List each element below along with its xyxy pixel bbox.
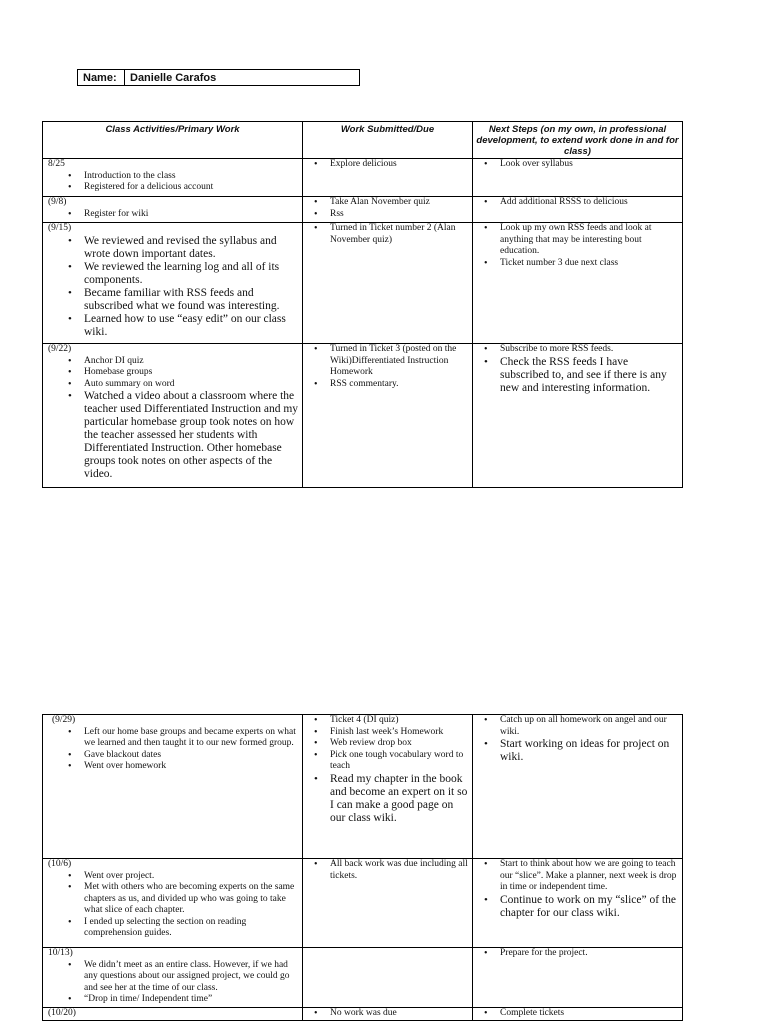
activities-cell <box>43 223 303 344</box>
table-row <box>43 159 683 197</box>
learning-log-table-page-2 <box>42 714 683 1021</box>
list-item: • Catch up on all homework on angel and our wiki. <box>500 715 679 738</box>
list-item: • Watched a video about a classroom where the teacher used Differentiated Instruction and my particular homebase group took notes on how the teacher assessed her students with Differentiated Instruction. Other homebase groups took notes on other aspects of the video. <box>84 390 299 481</box>
list-item: • Add additional RSSS to delicious <box>500 197 679 209</box>
learning-log-table <box>42 121 683 488</box>
next-steps-cell <box>473 159 683 197</box>
list-item: • Rss <box>330 209 469 221</box>
list-item: • We reviewed the learning log and all of its components. <box>84 261 299 287</box>
row-date: (9/22) <box>48 344 72 354</box>
list-item: • Introduction to the class <box>84 171 299 183</box>
table-row <box>43 715 683 859</box>
list-item: • Read my chapter in the book and become an expert on it so I can make a good page on our class wiki. <box>330 773 469 825</box>
list-item: • Ticket number 3 due next class <box>500 258 679 270</box>
activities-cell <box>43 948 303 1008</box>
list-item: • Registered for a delicious account <box>84 182 299 194</box>
list-item: • Look over syllabus <box>500 159 679 171</box>
list-item: • Left our home base groups and became experts on what we learned and then taught it to our new formed group. <box>84 727 299 750</box>
submitted-cell <box>303 159 473 197</box>
list-item: • Web review drop box <box>330 738 469 750</box>
submitted-cell <box>303 344 473 488</box>
row-date: (10/6) <box>48 859 72 869</box>
list-item: • RSS commentary. <box>330 379 469 391</box>
list-item: • Continue to work on my “slice” of the chapter for our class wiki. <box>500 894 679 920</box>
list-item: • Start working on ideas for project on wiki. <box>500 738 679 764</box>
list-item: • All back work was due including all tickets. <box>330 859 469 882</box>
activities-cell <box>43 859 303 948</box>
next-steps-cell <box>473 197 683 223</box>
row-date: 10/13) <box>48 948 73 958</box>
list-item: • Gave blackout dates <box>84 750 299 762</box>
name-box <box>77 69 360 86</box>
list-item: • Subscribe to more RSS feeds. <box>500 344 679 356</box>
list-item: • Homebase groups <box>84 367 299 379</box>
next-steps-cell <box>473 948 683 1008</box>
list-item: • Went over homework <box>84 761 299 773</box>
list-item: • Start to think about how we are going to teach our “slice”. Make a planner, next week is drop in time or independent time. <box>500 859 679 894</box>
next-steps-cell <box>473 223 683 344</box>
list-item: • We didn’t meet as an entire class. However, if we had any questions about our assigned project, we could go and see her at the time of our class. <box>84 960 299 995</box>
submitted-cell <box>303 1007 473 1021</box>
list-item: • Finish last week’s Homework <box>330 727 469 739</box>
next-steps-cell <box>473 344 683 488</box>
table-row <box>43 859 683 948</box>
list-item: • Ticket 4 (DI quiz) <box>330 715 469 727</box>
row-date: (9/8) <box>48 197 67 207</box>
submitted-cell <box>303 223 473 344</box>
list-item: • Turned in Ticket number 2 (Alan November quiz) <box>330 223 469 246</box>
name-label: Name: <box>78 70 125 85</box>
list-item: • Met with others who are becoming experts on the same chapters as us, and divided up who was going to take what slice of each chapter. <box>84 882 299 917</box>
list-item: • Register for wiki <box>84 209 299 221</box>
table-row <box>43 948 683 1008</box>
header-activities: Class Activities/Primary Work <box>43 122 303 159</box>
header-submitted: Work Submitted/Due <box>303 122 473 159</box>
header-row <box>43 122 683 159</box>
submitted-cell <box>303 715 473 859</box>
list-item: • Complete tickets <box>500 1008 679 1020</box>
list-item: • Turned in Ticket 3 (posted on the Wiki)Differentiated Instruction Homework <box>330 344 469 379</box>
activities-cell <box>43 1007 303 1021</box>
submitted-cell <box>303 948 473 1008</box>
header-next-steps: Next Steps (on my own, in professional development, to extend work done in and for class) <box>473 122 683 159</box>
row-date: (9/15) <box>48 223 72 233</box>
name-value: Danielle Carafos <box>130 71 217 84</box>
list-item: • Take Alan November quiz <box>330 197 469 209</box>
activities-cell <box>43 715 303 859</box>
table-row <box>43 344 683 488</box>
list-item: • Explore delicious <box>330 159 469 171</box>
row-date: 8/25 <box>48 159 65 169</box>
list-item: • Auto summary on word <box>84 379 299 391</box>
list-item: • Learned how to use “easy edit” on our class wiki. <box>84 313 299 339</box>
list-item: • Check the RSS feeds I have subscribed to, and see if there is any new and interesting information. <box>500 356 679 395</box>
submitted-cell <box>303 197 473 223</box>
next-steps-cell <box>473 1007 683 1021</box>
activities-cell <box>43 159 303 197</box>
list-item: • We reviewed and revised the syllabus and wrote down important dates. <box>84 235 299 261</box>
list-item: • Became familiar with RSS feeds and subscribed what we found was interesting. <box>84 287 299 313</box>
list-item: • Pick one tough vocabulary word to teach <box>330 750 469 773</box>
list-item: • No work was due <box>330 1008 469 1020</box>
table-row <box>43 197 683 223</box>
table-row <box>43 223 683 344</box>
next-steps-cell <box>473 859 683 948</box>
activities-cell <box>43 197 303 223</box>
table-row <box>43 1007 683 1021</box>
list-item: • Prepare for the project. <box>500 948 679 960</box>
row-date: (10/20) <box>48 1007 76 1018</box>
activities-cell <box>43 344 303 488</box>
next-steps-cell <box>473 715 683 859</box>
list-item: • I ended up selecting the section on reading comprehension guides. <box>84 917 299 940</box>
list-item: • Look up my own RSS feeds and look at anything that may be interesting bout education. <box>500 223 679 258</box>
submitted-cell <box>303 859 473 948</box>
row-date: (9/29) <box>52 715 76 725</box>
list-item: • “Drop in time/ Independent time” <box>84 994 299 1006</box>
list-item: • Went over project. <box>84 871 299 883</box>
list-item: • Anchor DI quiz <box>84 356 299 368</box>
